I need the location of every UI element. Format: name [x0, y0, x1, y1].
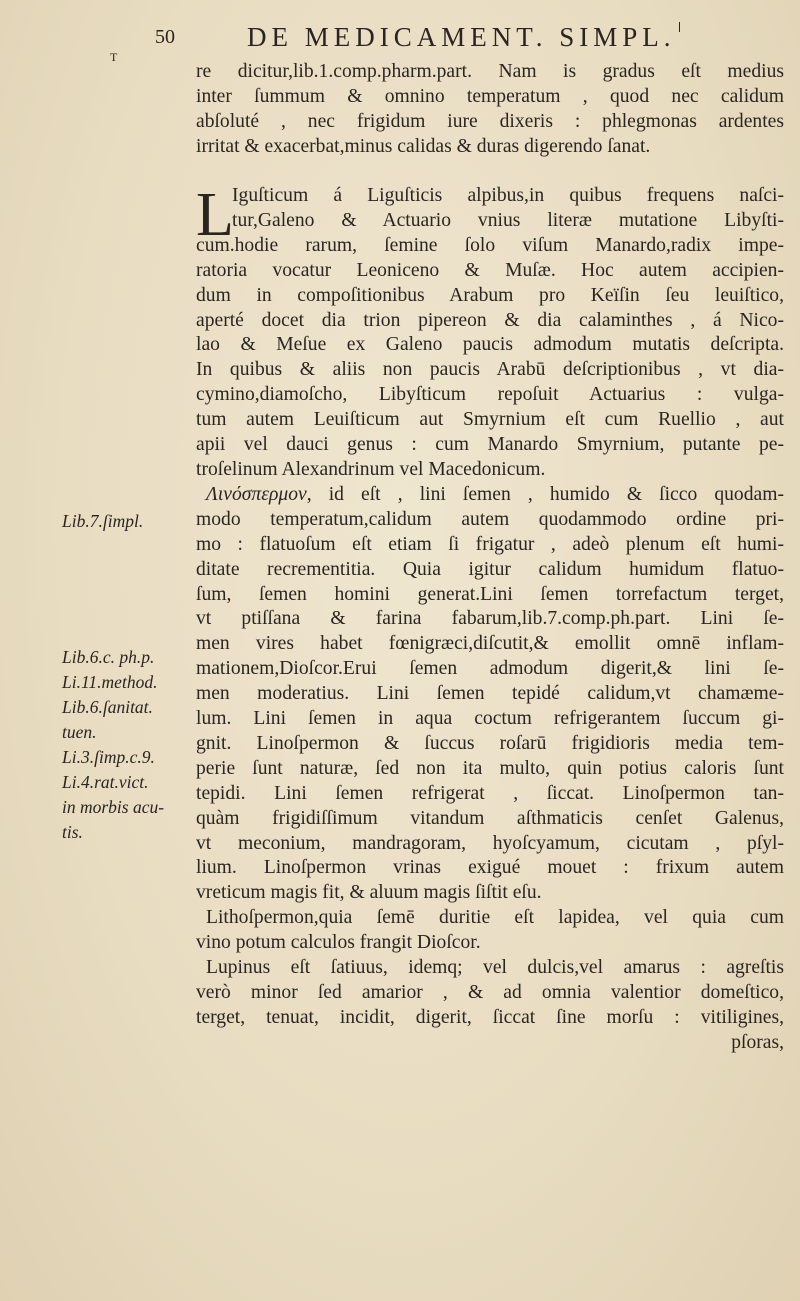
text-line: Iguſticum á Liguſticis alpibus,in quibus frequens naſci-	[232, 185, 784, 206]
text-line: men moderatius. Lini ſemen tepidé calidum,vt chamæme-	[196, 683, 784, 705]
text-line: inter ſummum & omnino temperatum , quod nec calidum	[196, 85, 784, 107]
text-line: verò minor ſed amarior , & ad omnia valentior domeſtico,	[196, 982, 784, 1003]
greek-headword: Λινόσπερμον	[206, 483, 307, 505]
drop-cap-letter: L	[196, 181, 234, 249]
text-line: ditate recrementitia. Quia igitur calidum humidum flatuo-	[196, 558, 784, 580]
text-line: apii vel dauci genus : cum Manardo Smyrnium, putante pe-	[196, 434, 784, 456]
paragraph-ligusticum	[196, 181, 784, 1056]
text-line: mo : flatuoſum eſt etiam ſi frigatur , adeò plenum eſt humi-	[196, 533, 784, 555]
text-line: irritat & exacerbat,minus calidas & duras digerendo ſanat.	[196, 135, 651, 157]
text-line: tum autem Leuiſticum aut Smyrnium eſt cum Ruellio , aut	[196, 409, 784, 431]
text-line: re dicitur,lib.1.comp.pharm.part. Nam is gradus eſt medius	[196, 61, 784, 82]
text-line: lium. Linoſpermon vrinas exigué mouet : frixum autem	[196, 857, 784, 879]
text-line: mationem,Dioſcor.Erui ſemen admodum digerit,& lini ſe-	[196, 658, 784, 680]
margin-note: Lib.6.c. ph.p.	[62, 647, 155, 667]
text-line: cum.hodie rarum, ſemine ſolo viſum Manardo,radix impe-	[196, 234, 784, 256]
text-line: vt meconium, mandragoram, hyoſcyamum, cicutam , pſyl-	[196, 832, 784, 854]
text-line	[196, 483, 784, 508]
text-line: lum. Lini ſemen in aqua coctum refrigerantem ſuccum gi-	[196, 708, 784, 730]
text-line: troſelinum Alexandrinum vel Macedonicum.	[196, 458, 546, 480]
corner-mark: T	[110, 50, 118, 64]
text-line: lao & Meſue ex Galeno paucis admodum mutatis deſcripta.	[196, 334, 784, 356]
text-line: perie ſunt naturæ, ſed non ita multo, quin potius caloris ſunt	[196, 757, 784, 779]
text-line: vt ptiſſana & farina fabarum,lib.7.comp.ph.part. Lini ſe-	[196, 608, 784, 630]
text-line: Lupinus eſt ſatiuus, idemq; vel dulcis,vel amarus : agreſtis	[206, 957, 784, 979]
text-line: tur,Galeno & Actuario vnius literæ mutatione Libyſti-	[232, 209, 784, 231]
text-line: modo temperatum,calidum autem quodammodo ordine pri-	[196, 508, 784, 530]
text-fragment: , id eſt , lini ſemen , humido & ſicco quodam-	[306, 483, 784, 505]
margin-note: in morbis acu-	[62, 797, 165, 817]
margin-note: Li.11.method.	[62, 672, 158, 692]
running-head: DE MEDICAMENT. SIMPL.	[247, 22, 676, 52]
top-tick-mark	[679, 22, 680, 32]
text-line: abſoluté , nec frigidum iure dixeris : phlegmonas ardentes	[196, 110, 784, 132]
text-line: terget, tenuat, incidit, digerit, ſiccat ſine morſu : vitiligines,	[196, 1006, 784, 1028]
text-line: gnit. Linoſpermon & ſuccus roſarū frigidioris media tem-	[196, 732, 784, 754]
text-line: In quibus & aliis non paucis Arabū deſcriptionibus , vt dia-	[196, 359, 784, 381]
page-header	[155, 22, 775, 56]
text-line: quàm frigidiſſimum vitandum aſthmaticis cenſet Galenus,	[196, 807, 784, 829]
margin-note: Lib.7.ſimpl.	[62, 511, 144, 531]
text-line: ſum, ſemen homini generat.Lini ſemen torrefactum terget,	[196, 583, 784, 605]
paragraph-continuation	[196, 60, 784, 160]
text-line: dum in compoſitionibus Arabum pro Keïſin ſeu leuiſtico,	[196, 284, 784, 306]
margin-note: Lib.6.ſanitat.	[62, 697, 153, 717]
margin-note: Li.3.ſimp.c.9.	[62, 747, 155, 767]
text-line: vreticum magis fit, & aluum magis ſiſtit eſu.	[196, 882, 542, 904]
page-number: 50	[155, 26, 175, 48]
catchword: pſoras,	[731, 1031, 784, 1053]
text-line: vino potum calculos frangit Dioſcor.	[196, 932, 481, 954]
text-line: aperté docet dia trion pipereon & dia calaminthes , á Nico-	[196, 309, 784, 331]
margin-note: tuen.	[62, 722, 97, 742]
margin-note: tis.	[62, 822, 83, 842]
text-line: tepidi. Lini ſemen refrigerat , ſiccat. Linoſpermon tan-	[196, 782, 784, 804]
margin-note: Li.4.rat.vict.	[62, 772, 149, 792]
text-line: cymino,diamoſcho, Libyſticum repoſuit Actuarius : vulga-	[196, 384, 784, 406]
text-line: men vires habet fœnigræci,diſcutit,& emollit omnē inflam-	[196, 633, 784, 655]
text-line: Lithoſpermon,quia ſemē duritie eſt lapidea, vel quia cum	[206, 907, 784, 929]
text-line: ratoria vocatur Leoniceno & Muſæ. Hoc autem accipien-	[196, 259, 784, 281]
